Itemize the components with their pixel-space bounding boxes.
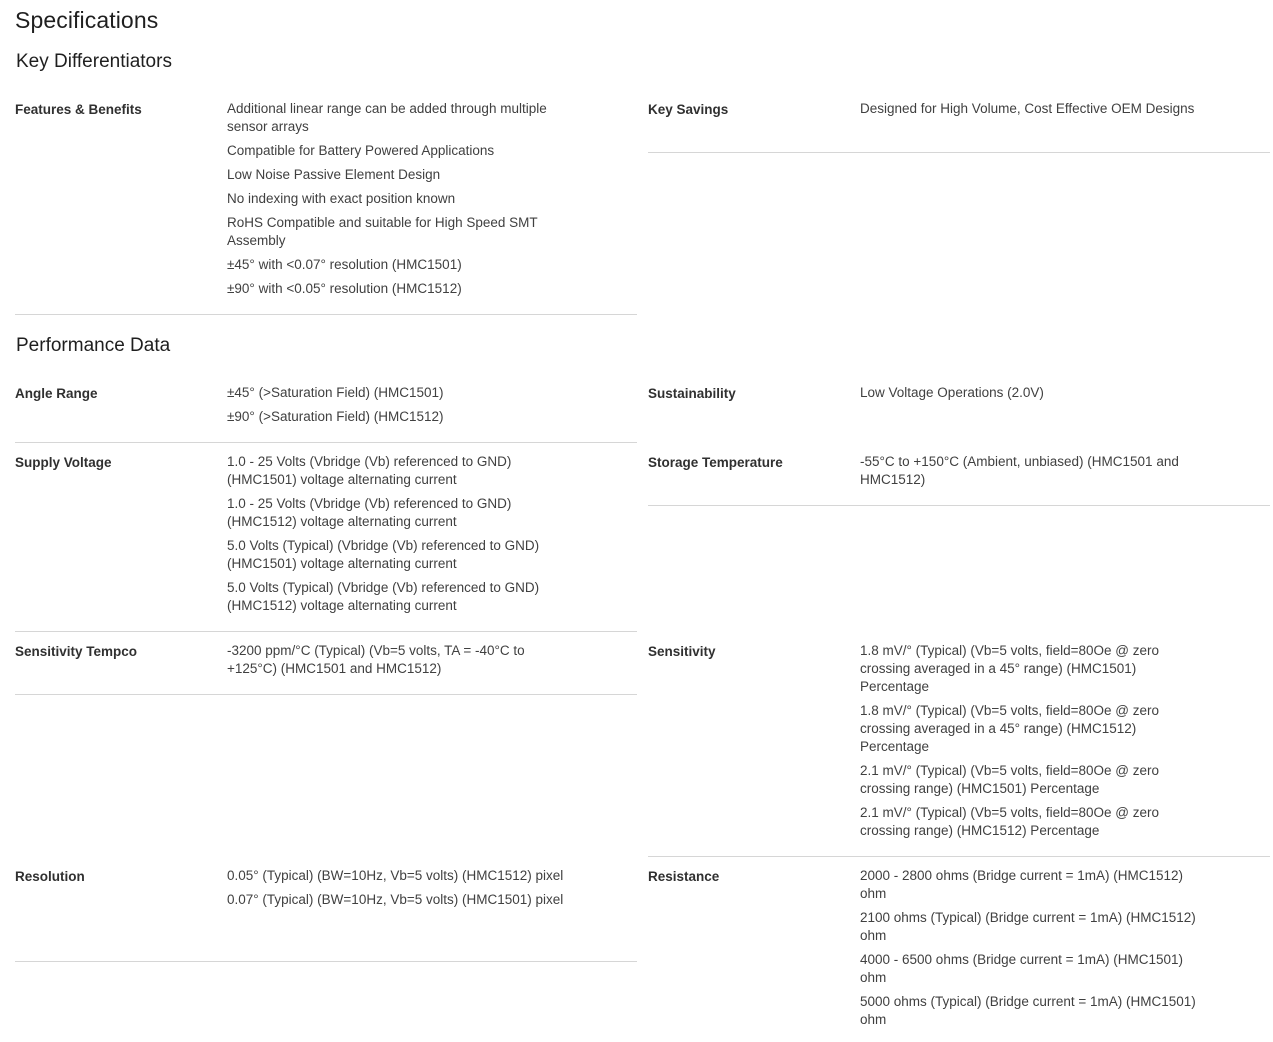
spec-value: Low Noise Passive Element Design (227, 167, 441, 182)
spec-label: Features & Benefits (15, 102, 142, 117)
spec-value: 2.1 mV/° (Typical) (Vb=5 volts, field=80Oe @ zero crossing range) (HMC1501) Percentage (860, 763, 1159, 796)
spec-value: No indexing with exact position known (227, 191, 456, 206)
spec-values (227, 100, 572, 304)
spec-value: Low Voltage Operations (2.0V) (860, 385, 1044, 400)
spec-value: 0.05° (Typical) (BW=10Hz, Vb=5 volts) (HMC1512) pixel (227, 868, 564, 883)
spec-values (860, 100, 1205, 124)
spec-values (227, 867, 572, 915)
spec-value: RoHS Compatible and suitable for High Speed SMT Assembly (227, 215, 538, 248)
spec-value: 1.8 mV/° (Typical) (Vb=5 volts, field=80Oe @ zero crossing averaged in a 45° range) (HMC1501) Percentage (860, 643, 1159, 694)
spec-values (860, 867, 1205, 1035)
spec-value: 1.0 - 25 Volts (Vbridge (Vb) referenced to GND) (HMC1501) voltage alternating current (227, 454, 512, 487)
spec-row-key-savings (648, 100, 1270, 153)
spec-value: 2100 ohms (Typical) (Bridge current = 1mA) (HMC1512) ohm (860, 910, 1196, 943)
spec-value: Additional linear range can be added through multiple sensor arrays (227, 101, 547, 134)
spec-row-storage-temperature (648, 453, 1270, 506)
spec-row-sensitivity (648, 642, 1270, 857)
spec-row-supply-voltage (15, 453, 637, 632)
spec-values (227, 642, 572, 684)
performance-data-heading: Performance Data (16, 335, 171, 356)
spec-label: Sustainability (648, 386, 736, 401)
spec-value: 2.1 mV/° (Typical) (Vb=5 volts, field=80Oe @ zero crossing range) (HMC1512) Percentage (860, 805, 1159, 838)
spec-label: Resistance (648, 869, 720, 884)
spec-label: Sensitivity Tempco (15, 644, 138, 659)
spec-value: ±90° with <0.05° resolution (HMC1512) (227, 281, 462, 296)
spec-value: -3200 ppm/°C (Typical) (Vb=5 volts, TA = -40°C to +125°C) (HMC1501 and HMC1512) (227, 643, 525, 676)
spec-label: Key Savings (648, 102, 729, 117)
spec-value: 1.8 mV/° (Typical) (Vb=5 volts, field=80Oe @ zero crossing averaged in a 45° range) (HMC1512) Percentage (860, 703, 1159, 754)
key-differentiators-heading: Key Differentiators (16, 51, 172, 72)
spec-values (860, 384, 1205, 408)
spec-row-sustainability (648, 384, 1270, 443)
spec-value: 5000 ohms (Typical) (Bridge current = 1mA) (HMC1501) ohm (860, 994, 1196, 1027)
spec-value: 5.0 Volts (Typical) (Vbridge (Vb) referenced to GND) (HMC1501) voltage alternating current (227, 538, 540, 571)
spec-value: 2000 - 2800 ohms (Bridge current = 1mA) (HMC1512) ohm (860, 868, 1184, 901)
spec-label: Resolution (15, 869, 85, 884)
spec-row-resolution (15, 867, 637, 962)
spec-value: ±90° (>Saturation Field) (HMC1512) (227, 409, 444, 424)
spec-values (227, 453, 572, 621)
spec-label: Storage Temperature (648, 455, 783, 470)
spec-row-features-benefits (15, 100, 637, 315)
spec-value: ±45° (>Saturation Field) (HMC1501) (227, 385, 444, 400)
spec-value: Compatible for Battery Powered Applications (227, 143, 495, 158)
spec-value: 5.0 Volts (Typical) (Vbridge (Vb) referenced to GND) (HMC1512) voltage alternating current (227, 580, 540, 613)
spec-values (227, 384, 572, 432)
spec-label: Angle Range (15, 386, 98, 401)
spec-values (860, 642, 1205, 846)
spec-value: -55°C to +150°C (Ambient, unbiased) (HMC1501 and HMC1512) (860, 454, 1179, 487)
spec-values (860, 453, 1205, 495)
spec-label: Sensitivity (648, 644, 716, 659)
spec-value: ±45° with <0.07° resolution (HMC1501) (227, 257, 462, 272)
spec-value: 1.0 - 25 Volts (Vbridge (Vb) referenced to GND) (HMC1512) voltage alternating current (227, 496, 512, 529)
spec-label: Supply Voltage (15, 455, 112, 470)
spec-row-sensitivity-tempco (15, 642, 637, 695)
spec-row-resistance (648, 867, 1270, 1037)
page-title: Specifications (15, 7, 159, 33)
spec-value: 0.07° (Typical) (BW=10Hz, Vb=5 volts) (HMC1501) pixel (227, 892, 564, 907)
spec-row-angle-range (15, 384, 637, 443)
spec-value: Designed for High Volume, Cost Effective OEM Designs (860, 101, 1195, 116)
spec-value: 4000 - 6500 ohms (Bridge current = 1mA) (HMC1501) ohm (860, 952, 1184, 985)
